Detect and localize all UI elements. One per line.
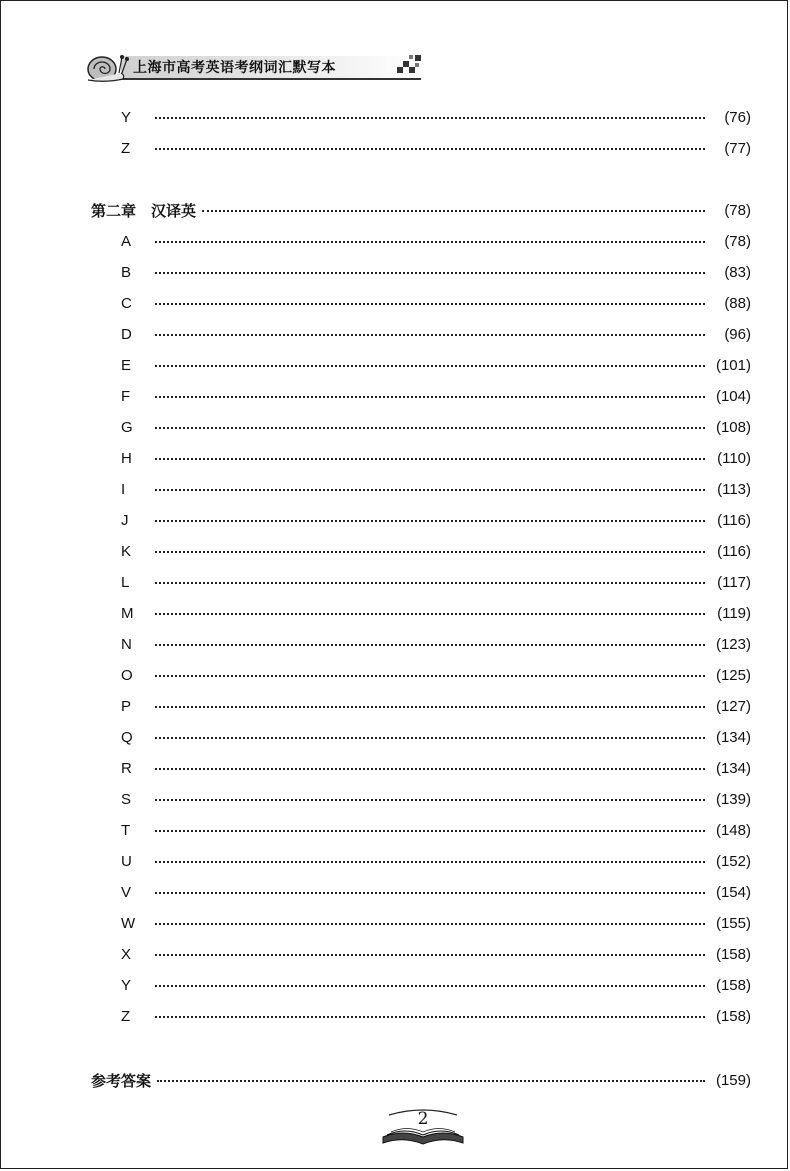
dot-leader [155, 1016, 705, 1018]
toc-entry-label: T [121, 821, 131, 839]
dot-leader [155, 830, 705, 832]
toc-entry [91, 105, 751, 129]
toc-entry [91, 973, 751, 997]
toc-entry [91, 353, 751, 377]
toc-entry [91, 229, 751, 253]
toc-entry-page: (76) [724, 108, 751, 126]
toc-entry-label: D [121, 325, 132, 343]
toc-entry-page: (116) [717, 542, 751, 560]
dot-leader [155, 799, 705, 801]
toc-entry [91, 849, 751, 873]
toc-entry-page: (104) [715, 387, 751, 405]
toc-entry [91, 570, 751, 594]
toc-entry [91, 477, 751, 501]
toc-entry-label: F [121, 387, 131, 405]
toc-entry [91, 1004, 751, 1028]
toc-entry [91, 818, 751, 842]
dot-leader [155, 644, 705, 646]
dot-leader [155, 768, 705, 770]
toc-entry-page: (110) [717, 449, 751, 467]
answers-entry [91, 1068, 751, 1092]
toc-entry [91, 539, 751, 563]
toc-entry-page: (148) [715, 821, 751, 839]
toc-entry [91, 911, 751, 935]
toc-entry-page: (152) [715, 852, 751, 870]
toc-entry-label: Y [121, 108, 132, 126]
toc-entry-label: X [121, 945, 132, 963]
page-footer [381, 1109, 465, 1149]
toc-entry-page: (77) [724, 139, 751, 157]
dot-leader [155, 272, 705, 274]
dot-leader [155, 675, 705, 677]
toc-entry-page: (158) [715, 976, 751, 994]
toc-entry-page: (134) [715, 728, 751, 746]
dot-leader [155, 117, 705, 119]
dot-leader [155, 148, 705, 150]
toc-entry [91, 756, 751, 780]
toc-entry-label: W [121, 914, 136, 932]
dot-leader [155, 613, 705, 615]
toc-entry [91, 260, 751, 284]
toc-entry-label: 第二章 汉译英 [91, 201, 197, 220]
dot-leader [155, 334, 705, 336]
dot-leader [155, 427, 705, 429]
toc-entry-label: A [121, 232, 132, 250]
toc-entry-page: (125) [715, 666, 751, 684]
toc-entry-label: K [121, 542, 132, 560]
toc-entry-page: (116) [717, 511, 751, 529]
dot-leader [202, 210, 705, 212]
toc-entry-label: V [121, 883, 132, 901]
toc-entry [91, 446, 751, 470]
toc-entry-label: 参考答案 [91, 1071, 152, 1090]
toc-entry-label: S [121, 790, 132, 808]
toc-entry [91, 601, 751, 625]
dot-leader [155, 861, 705, 863]
toc-entry-label: Q [121, 728, 133, 746]
running-header [85, 49, 365, 83]
toc-entry-label: O [121, 666, 133, 684]
toc-entry [91, 632, 751, 656]
toc-entry [91, 291, 751, 315]
dot-leader [155, 489, 705, 491]
page-number: 2 [417, 1109, 429, 1129]
toc-entry-label: M [121, 604, 134, 622]
toc-entry-page: (134) [715, 759, 751, 777]
toc-entry [91, 942, 751, 966]
toc-entry-label: U [121, 852, 132, 870]
snail-icon [85, 49, 129, 83]
toc-entry-label: Z [121, 1007, 131, 1025]
toc-entry-page: (154) [715, 883, 751, 901]
toc-entry [91, 384, 751, 408]
toc-entry-label: G [121, 418, 133, 436]
toc-entry-page: (158) [715, 945, 751, 963]
toc-entry-page: (78) [724, 232, 751, 250]
dot-leader [155, 365, 705, 367]
toc-entry-label: C [121, 294, 132, 312]
dot-leader [155, 582, 705, 584]
toc-entry [91, 880, 751, 904]
toc-entry-page: (108) [715, 418, 751, 436]
dot-leader [155, 737, 705, 739]
dot-leader [155, 985, 705, 987]
toc-entry-page: (119) [717, 604, 751, 622]
toc-entry-page: (159) [715, 1071, 751, 1089]
toc-entry-label: Y [121, 976, 132, 994]
toc-entry-label: I [121, 480, 126, 498]
toc-entry [91, 694, 751, 718]
dot-leader [155, 303, 705, 305]
toc-entry-page: (88) [724, 294, 751, 312]
toc-entry-page: (117) [717, 573, 751, 591]
dot-leader [155, 892, 705, 894]
dot-leader [155, 923, 705, 925]
toc-entry-label: H [121, 449, 132, 467]
dot-leader [155, 954, 705, 956]
toc-entry [91, 136, 751, 160]
dot-leader [155, 520, 705, 522]
toc-entry [91, 322, 751, 346]
dot-leader [155, 458, 705, 460]
dot-leader [155, 241, 705, 243]
toc-entry-label: R [121, 759, 132, 777]
toc-entry-label: Z [121, 139, 131, 157]
toc-entry-page: (83) [724, 263, 751, 281]
toc-entry-page: (96) [724, 325, 751, 343]
toc-entry-page: (123) [715, 635, 751, 653]
header-title: 上海市高考英语考纲词汇默写本 [133, 60, 336, 76]
toc-entry-page: (155) [715, 914, 751, 932]
toc-entry-label: B [121, 263, 132, 281]
dot-leader [155, 551, 705, 553]
toc-entry-page: (78) [724, 201, 751, 219]
toc-entry [91, 415, 751, 439]
toc-entry-page: (139) [715, 790, 751, 808]
dot-leader [157, 1080, 705, 1082]
toc-entry-page: (113) [717, 480, 751, 498]
toc-entry-page: (158) [715, 1007, 751, 1025]
toc-entry [91, 787, 751, 811]
toc-entry [91, 508, 751, 532]
dot-leader [155, 396, 705, 398]
toc-entry-page: (127) [715, 697, 751, 715]
toc-entry-label: L [121, 573, 130, 591]
toc-entry-label: N [121, 635, 132, 653]
checker-pattern-icon [397, 55, 421, 75]
toc-entry-label: E [121, 356, 132, 374]
toc-entry [91, 725, 751, 749]
toc-entry-page: (101) [715, 356, 751, 374]
dot-leader [155, 706, 705, 708]
toc-entry-label: J [121, 511, 129, 529]
toc-entry-label: P [121, 697, 132, 715]
chapter-heading [91, 198, 751, 222]
toc-entry [91, 663, 751, 687]
